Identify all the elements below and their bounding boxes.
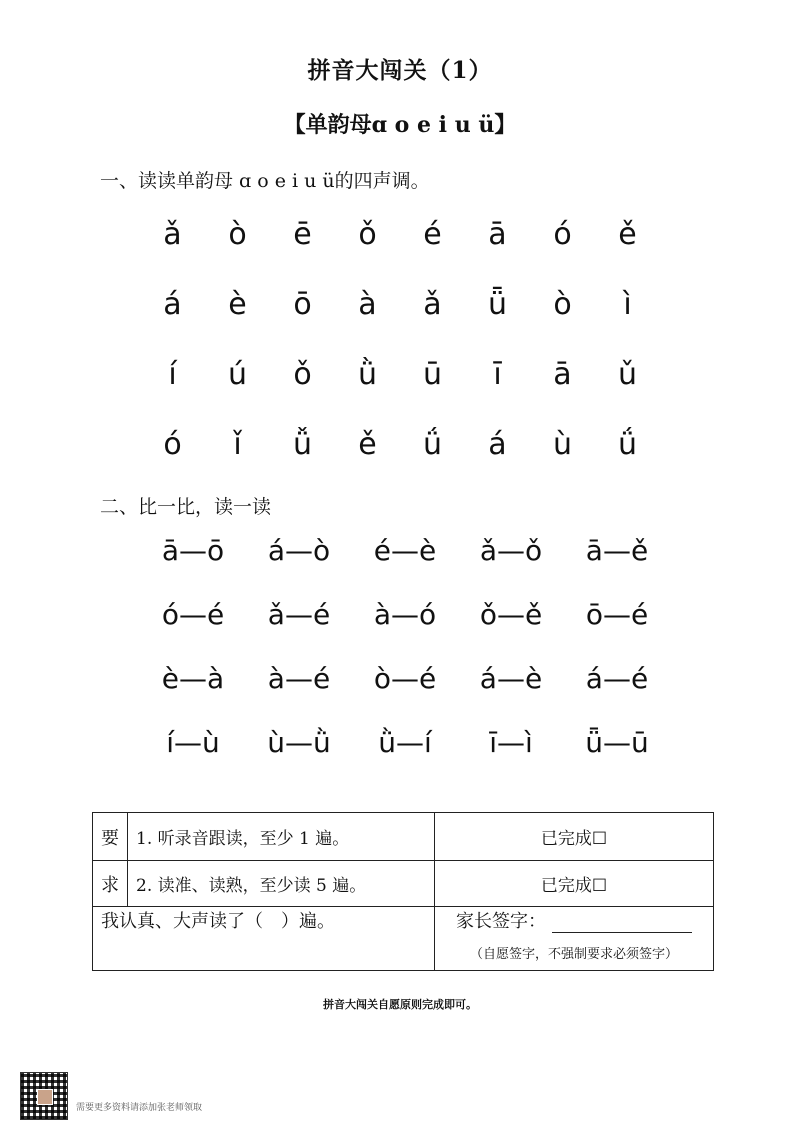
tone-cell: ē: [293, 217, 312, 252]
tone-cell: ā: [488, 217, 507, 252]
footnote: 拼音大闯关自愿原则完成即可。: [323, 998, 477, 1011]
tone-cell: è: [228, 287, 247, 322]
bottom-note: 需要更多资料请添加张老师领取: [76, 1103, 203, 1113]
compare-pair: ǜ—í: [378, 726, 432, 759]
compare-pair: á—ò: [267, 534, 331, 567]
compare-pair: ō—é: [585, 598, 649, 631]
compare-pair: à—ó: [373, 598, 437, 631]
tone-cell: ò: [228, 217, 247, 252]
page-title: 拼音大闯关（1）: [307, 57, 493, 84]
tone-cell: ǎ: [423, 287, 442, 322]
tone-cell: ī: [493, 357, 502, 392]
task2-status-checkbox[interactable]: 已完成☐: [435, 861, 714, 907]
section1-heading: 一、读读单韵母 ɑ o e i u ü的四声调。: [100, 170, 430, 192]
tone-cell: é: [423, 217, 442, 252]
compare-pair: ī—ì: [489, 726, 533, 759]
task2-text: 2. 读准、读熟，至少读 5 遍。: [128, 861, 435, 907]
tone-cell: ǚ: [292, 427, 312, 462]
tone-cell: ō: [293, 287, 312, 322]
compare-pair: ó—é: [161, 598, 225, 631]
task1-status-checkbox[interactable]: 已完成☐: [435, 813, 714, 861]
tone-cell: ò: [553, 287, 572, 322]
compare-pair: è—à: [161, 662, 225, 695]
tone-cell: ǜ: [357, 357, 377, 392]
parent-signature-cell: [435, 907, 714, 971]
page-subtitle: 【单韵母ɑ o e i u ü】: [283, 112, 517, 138]
tone-cell: ù: [552, 427, 572, 462]
compare-pair: ā—ě: [585, 534, 649, 567]
requirement-label-bottom: 求: [93, 861, 128, 907]
compare-pair: é—è: [373, 534, 437, 567]
tone-cell: ǘ: [617, 427, 637, 462]
compare-pair: á—è: [479, 662, 543, 695]
compare-grid: [140, 519, 670, 775]
compare-pair: á—é: [585, 662, 649, 695]
compare-pair: í—ù: [166, 726, 220, 759]
parent-signature-line[interactable]: [552, 914, 692, 933]
parent-signature-label: 家长签字：: [456, 911, 546, 932]
tone-cell: ā: [553, 357, 572, 392]
tone-cell: í: [168, 357, 177, 392]
compare-pair: ǖ—ū: [585, 726, 649, 759]
tone-cell: ǐ: [233, 427, 242, 462]
requirements-table: [92, 812, 714, 971]
tone-cell: ó: [163, 427, 182, 462]
compare-pair: à—é: [267, 662, 331, 695]
compare-pair: ā—ō: [161, 534, 225, 567]
tone-cell: ě: [618, 217, 637, 252]
tone-cell: ǒ: [358, 217, 377, 252]
qr-code-icon: [20, 1072, 68, 1120]
tone-grid: [140, 200, 660, 480]
tone-cell: ǔ: [617, 357, 637, 392]
compare-pair: ò—é: [373, 662, 437, 695]
compare-pair: ǎ—é: [267, 598, 331, 631]
compare-pair: ǎ—ǒ: [479, 534, 543, 567]
tone-cell: ì: [623, 287, 632, 322]
compare-pair: ǒ—ě: [479, 598, 543, 631]
tone-cell: ū: [422, 357, 442, 392]
tone-cell: á: [488, 427, 507, 462]
tone-cell: à: [358, 287, 377, 322]
tone-cell: ǖ: [487, 287, 507, 322]
read-count-pledge[interactable]: 我认真、大声读了（ ）遍。: [93, 907, 435, 971]
task1-text: 1. 听录音跟读，至少 1 遍。: [128, 813, 435, 861]
tone-cell: ǎ: [163, 217, 182, 252]
tone-cell: ǘ: [422, 427, 442, 462]
tone-cell: ǒ: [293, 357, 312, 392]
requirement-label-top: 要: [93, 813, 128, 861]
compare-pair: ù—ǜ: [267, 726, 331, 759]
signature-note: （自愿签字，不强制要求必须签字）: [469, 947, 678, 962]
section2-heading: 二、比一比，读一读: [100, 496, 272, 518]
tone-cell: ó: [553, 217, 572, 252]
tone-cell: ě: [358, 427, 377, 462]
tone-cell: ú: [227, 357, 247, 392]
tone-cell: á: [163, 287, 182, 322]
avatar: [37, 1089, 53, 1105]
